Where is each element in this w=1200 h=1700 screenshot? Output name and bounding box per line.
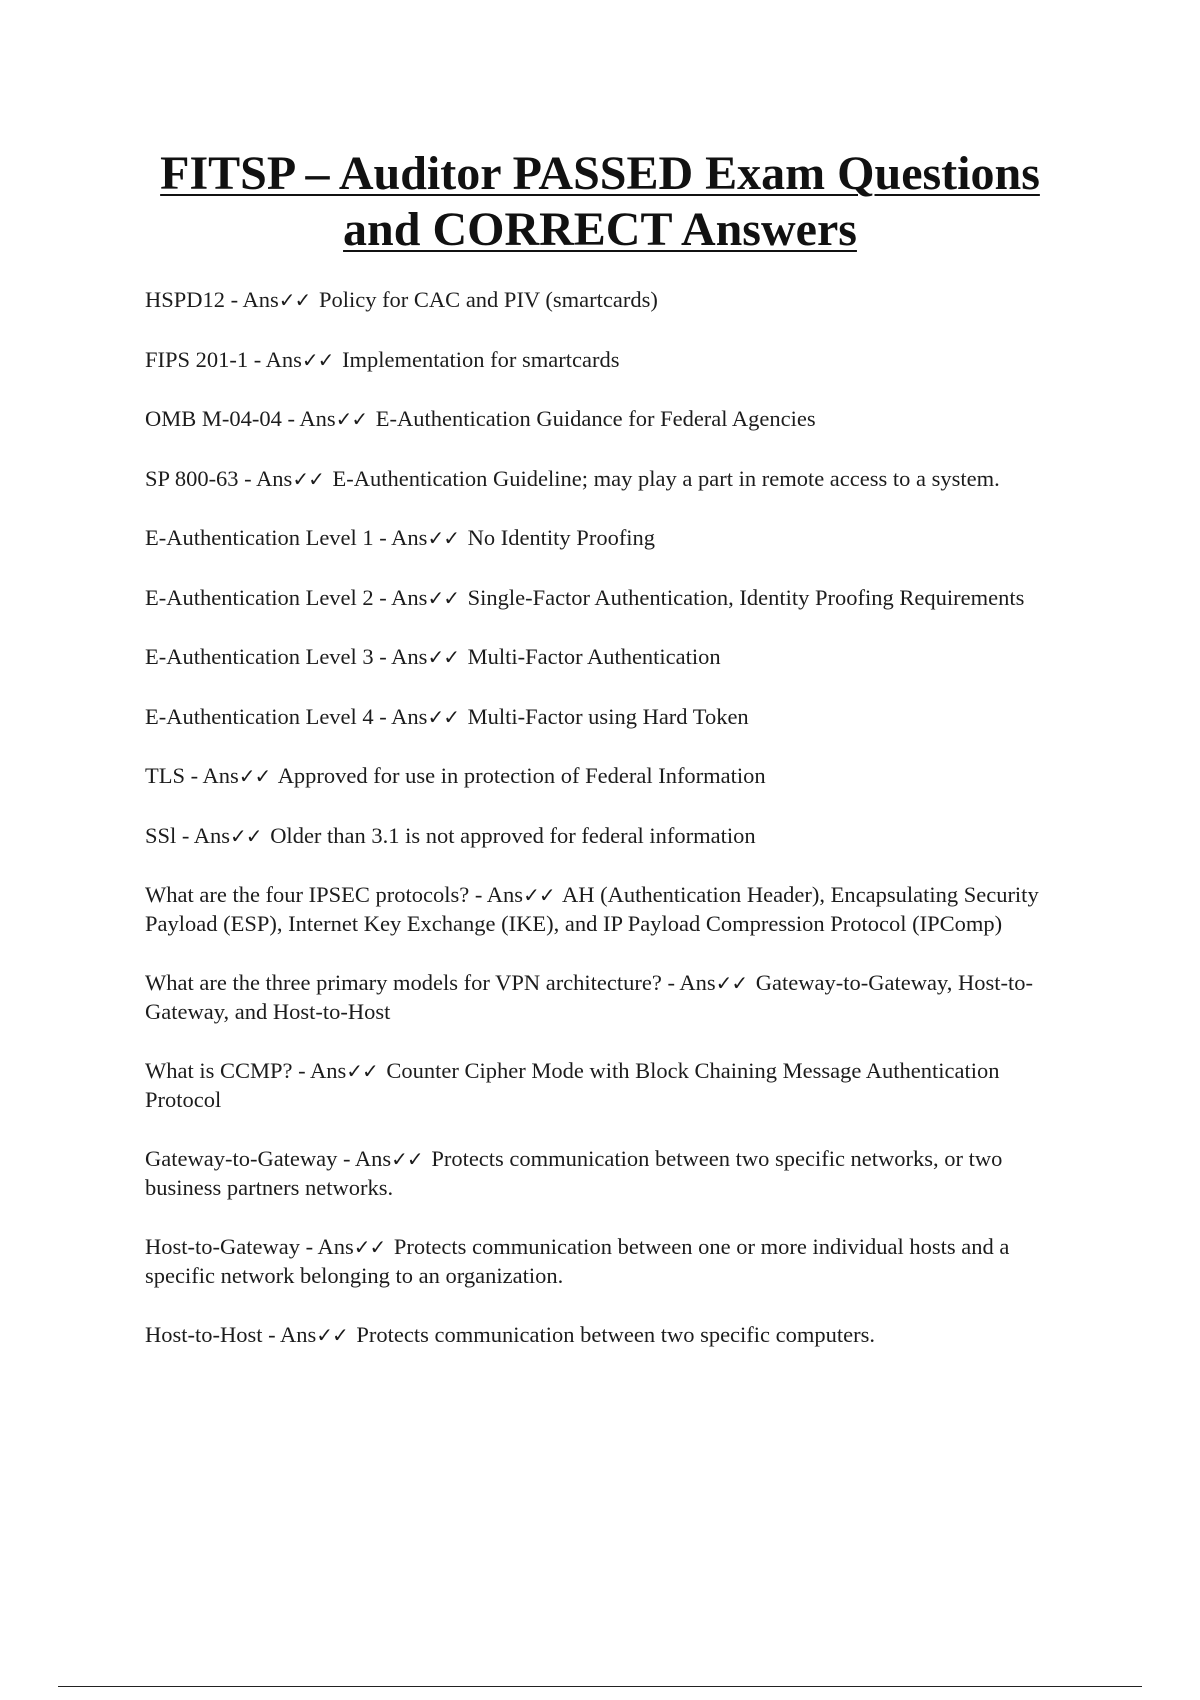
qa-term: E-Authentication Level 3 - — [145, 644, 392, 669]
answer-marker: Ans — [202, 763, 239, 788]
qa-item — [145, 584, 1080, 613]
checkmark-icon: ✓✓ — [427, 585, 459, 610]
qa-item — [145, 881, 1080, 938]
qa-item — [145, 643, 1080, 672]
checkmark-icon: ✓✓ — [316, 1323, 348, 1347]
checkmark-icon: ✓✓ — [523, 883, 555, 907]
qa-item — [145, 969, 1080, 1026]
answer-marker: Ans — [299, 406, 336, 431]
answer-marker: Ans — [317, 1234, 354, 1259]
qa-item — [145, 405, 1080, 434]
qa-term: E-Authentication Level 4 - — [145, 703, 392, 729]
qa-answer: No Identity Proofing — [467, 525, 656, 550]
qa-item — [145, 822, 1080, 851]
qa-term: TLS - — [145, 763, 203, 788]
qa-list — [145, 286, 1080, 1381]
qa-term: E-Authentication Level 2 - — [145, 584, 392, 610]
qa-term: SSl - — [145, 822, 194, 848]
checkmark-icon: ✓✓ — [278, 288, 311, 312]
qa-answer: Implementation for smartcards — [342, 346, 620, 372]
qa-term: HSPD12 - — [145, 287, 243, 312]
answer-marker: Ans — [256, 465, 293, 491]
answer-marker: Ans — [679, 970, 716, 995]
qa-item — [145, 465, 1080, 494]
qa-answer: Approved for use in protection of Federal Information — [277, 763, 766, 788]
qa-answer: Gateway-to-Gateway, Host-to-Gateway, and Host-to-Host — [145, 970, 1033, 1024]
checkmark-icon: ✓✓ — [427, 645, 459, 669]
qa-answer: Older than 3.1 is not approved for federal information — [270, 822, 756, 848]
answer-marker: Ans — [242, 287, 279, 312]
checkmark-icon: ✓✓ — [301, 347, 334, 372]
answer-marker: Ans — [280, 1322, 317, 1347]
qa-answer: Multi-Factor using Hard Token — [467, 703, 749, 729]
qa-answer: Policy for CAC and PIV (smartcards) — [318, 287, 658, 312]
answer-marker: Ans — [193, 822, 231, 848]
qa-answer: AH (Authentication Header), Encapsulating Security Payload (ESP), Internet Key Exchange (IKE), and IP Payload Compression Protocol (IPComp) — [145, 882, 1039, 936]
answer-marker: Ans — [265, 346, 302, 372]
qa-answer: E-Authentication Guidance for Federal Agencies — [375, 406, 816, 431]
page-title — [120, 146, 1080, 258]
checkmark-icon: ✓✓ — [353, 1235, 386, 1259]
qa-term: What are the four IPSEC protocols? - — [145, 882, 487, 907]
qa-term: What are the three primary models for VPN architecture? - — [145, 970, 680, 995]
checkmark-icon: ✓✓ — [238, 764, 271, 788]
qa-answer: Protects communication between two specific networks, or two business partners networks. — [145, 1146, 1003, 1200]
title-line-2: and CORRECT Answers — [343, 203, 857, 256]
qa-item — [145, 1145, 1080, 1202]
answer-marker: Ans — [391, 644, 428, 669]
answer-marker: Ans — [391, 525, 428, 550]
qa-answer: Protects communication between one or more individual hosts and a specific network belonging to an organization. — [145, 1234, 1010, 1288]
checkmark-icon: ✓✓ — [427, 704, 459, 729]
answer-marker: Ans — [310, 1058, 347, 1083]
qa-item — [145, 346, 1080, 375]
answer-marker: Ans — [486, 882, 524, 907]
answer-marker: Ans — [354, 1146, 392, 1171]
checkmark-icon: ✓✓ — [346, 1059, 378, 1083]
title-line-1: FITSP – Auditor PASSED Exam Questions — [160, 147, 1040, 200]
qa-item — [145, 1057, 1080, 1114]
qa-answer: E-Authentication Guideline; may play a part in remote access to a system. — [332, 465, 1000, 491]
checkmark-icon: ✓✓ — [292, 466, 324, 491]
qa-answer: Protects communication between two specific computers. — [356, 1322, 876, 1347]
qa-term: What is CCMP? - — [145, 1058, 311, 1083]
qa-answer: Single-Factor Authentication, Identity Proofing Requirements — [467, 584, 1025, 610]
checkmark-icon: ✓✓ — [230, 823, 262, 848]
checkmark-icon: ✓✓ — [335, 407, 368, 431]
qa-item — [145, 762, 1080, 791]
qa-item — [145, 703, 1080, 732]
qa-term: SP 800-63 - — [145, 465, 257, 491]
checkmark-icon: ✓✓ — [427, 526, 459, 550]
qa-term: Host-to-Gateway - — [145, 1234, 318, 1259]
qa-term: OMB M-04-04 - — [145, 406, 300, 431]
qa-item — [145, 1233, 1080, 1290]
qa-item — [145, 286, 1080, 315]
qa-term: Gateway-to-Gateway - — [145, 1146, 355, 1171]
answer-marker: Ans — [391, 703, 428, 729]
footer-rule — [58, 1686, 1142, 1687]
qa-term: Host-to-Host - — [145, 1322, 280, 1347]
qa-term: FIPS 201-1 - — [145, 346, 266, 372]
checkmark-icon: ✓✓ — [391, 1147, 423, 1171]
qa-item — [145, 524, 1080, 553]
answer-marker: Ans — [391, 584, 428, 610]
qa-term: E-Authentication Level 1 - — [145, 525, 392, 550]
qa-answer: Multi-Factor Authentication — [467, 644, 721, 669]
qa-answer: Counter Cipher Mode with Block Chaining Message Authentication Protocol — [145, 1058, 1000, 1112]
checkmark-icon: ✓✓ — [715, 971, 748, 995]
qa-item — [145, 1321, 1080, 1350]
